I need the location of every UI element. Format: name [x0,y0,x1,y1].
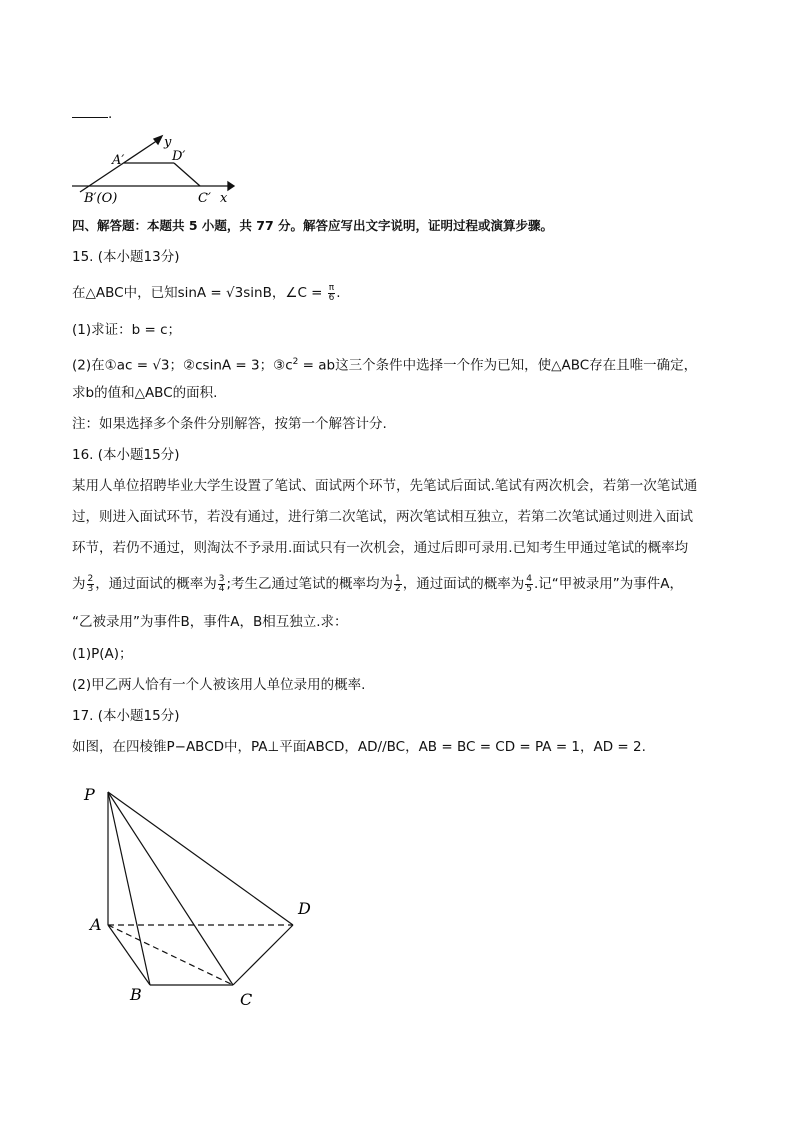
q16-l4-a: 为 [72,576,86,592]
q15-stem-sqrt: √3 [226,285,244,301]
q15-stem-end: . [336,285,341,301]
label-d: D [298,899,311,918]
section-heading: 四、解答题：本题共 5 小题，共 77 分。解答应写出文字说明，证明过程或演算步骤。 [72,218,554,233]
q15-header: 15. (本小题13分) [72,249,180,265]
q15-stem [72,283,341,303]
edge-cd [233,925,293,985]
q17-stem: 如图，在四棱锥P−ABCD中，PA⊥平面ABCD，AD//BC，AB = BC = CD = PA = 1，AD = 2. [72,739,646,755]
q15-part1: (1)求证：b = c； [72,322,182,338]
edge-pb [108,792,150,985]
fraction-denominator: 5 [526,583,532,594]
figure-oblique-trapezoid [70,130,240,208]
label-x: x [220,191,228,206]
q15-part2-b: = ab这三个条件中选择一个作为已知，使△ABC存在且唯一确定， [298,357,698,374]
q15-part2-sup: 2 [292,357,299,367]
q15-part2-line2: 求b的值和△ABC的面积. [72,385,218,401]
fraction-numerator: 4 [526,573,532,584]
q16-l4-c: ;考生乙通过笔试的概率均为 [226,576,394,592]
q16-l4-b: ，通过面试的概率为 [95,576,217,592]
q16-part1: (1)P(A)； [72,646,133,662]
q16-line2: 过，则进入面试环节，若没有通过，进行第二次笔试，两次笔试相互独立，若第二次笔试通过则进入面试 [72,509,693,525]
q15-note: 注：如果选择多个条件分别解答，按第一个解答计分. [72,416,387,432]
q16-header: 16. (本小题15分) [72,447,180,463]
y-axis-arrow [154,136,162,144]
fraction-4-5 [525,575,533,594]
q15-stem-part-a: 在△ABC中，已知sinA = [72,285,227,301]
q16-l4-d: ，通过面试的概率为 [402,576,525,592]
x-axis-arrow [228,182,234,190]
q16-line4 [72,574,683,594]
q17-header: 17. (本小题15分) [72,708,180,724]
fraction-denominator: 3 [87,583,94,594]
figure-pyramid [70,770,330,1020]
label-b: B [130,985,142,1004]
edge-pd [108,792,293,925]
label-p: P [84,785,95,804]
fraction-denominator: 4 [218,583,225,594]
label-a: A [90,915,102,934]
edge-d-c [174,163,200,186]
label-y: y [164,135,172,150]
q15-part2-line1 [72,352,697,376]
fraction-denominator: 2 [395,583,401,594]
q16-line1: 某用人单位招聘毕业大学生设置了笔试、面试两个环节，先笔试后面试.笔试有两次机会，若第一次笔试通 [72,478,698,494]
q16-part2: (2)甲乙两人恰有一个人被该用人单位录用的概率. [72,677,366,693]
fraction-numerator: 2 [87,573,94,584]
fraction-2-3 [87,575,95,594]
fraction-1-2 [394,575,402,594]
answer-blank-line [72,104,112,124]
fraction-numerator: 1 [395,573,401,584]
blank-suffix: . [108,106,113,122]
blank-underline [72,105,108,118]
fraction-denominator: 6 [328,292,335,303]
q16-line5: “乙被录用”为事件B，事件A，B相互独立.求： [72,614,348,630]
q16-line3: 环节，若仍不通过，则淘汰不予录用.面试只有一次机会，通过后即可录用.已知考生甲通过笔试的概率均 [72,540,689,556]
q15-stem-part-b: sinB，∠C = [243,285,327,301]
fraction-numerator: π [328,282,335,293]
fraction-3-4 [218,575,226,594]
q15-angle-fraction [328,284,335,303]
fraction-numerator: 3 [218,573,225,584]
label-a-prime: A′ [112,153,125,168]
edge-pc [108,792,233,985]
q15-part2-a: (2)在①ac = √3；②csinA = 3；③c [72,357,293,374]
label-d-prime: D′ [172,149,186,164]
label-c-prime: C′ [198,191,211,206]
q16-l4-e: .记“甲被录用”为事件A， [534,576,684,592]
label-b-prime-o: B′(O) [84,191,118,206]
label-c: C [240,990,253,1009]
